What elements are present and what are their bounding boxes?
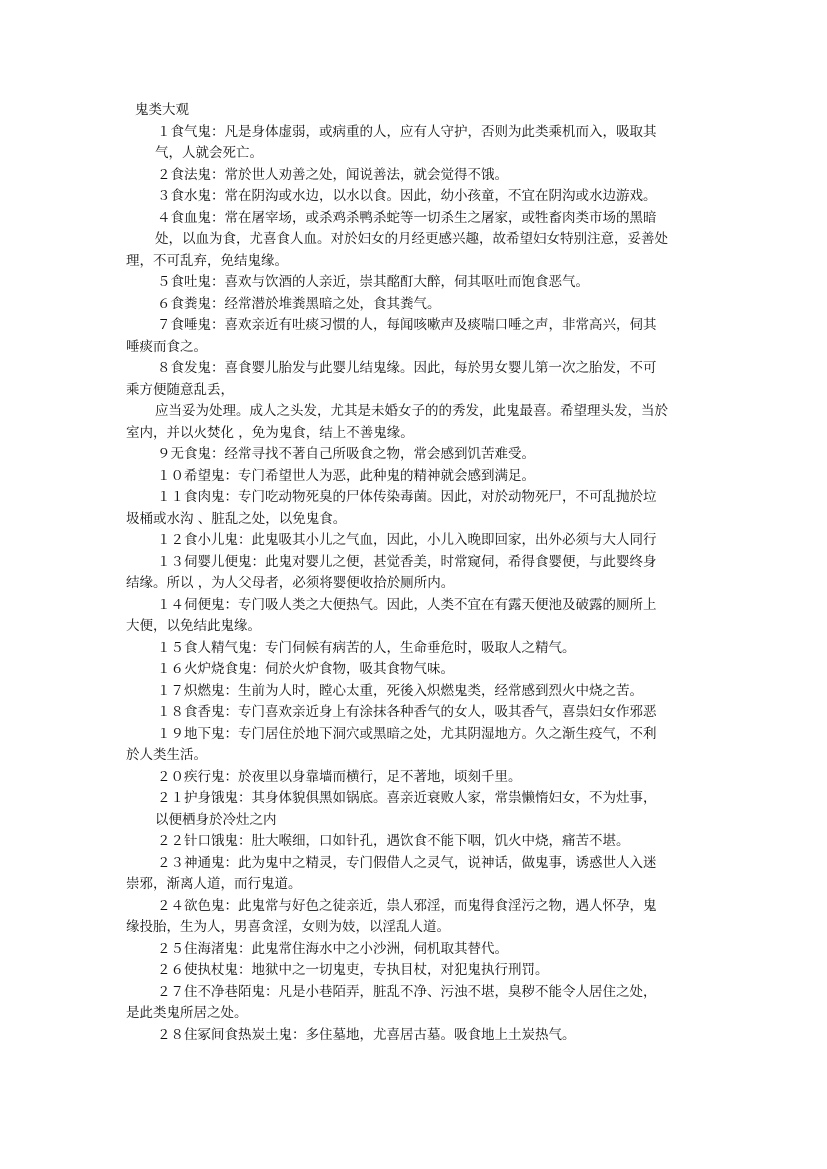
text-line: １食气鬼：凡是身体虚弱，或病重的人，应有人守护，否则为此类乘机而入，吸取其 bbox=[157, 124, 657, 140]
text-line: 缘投胎，生为人，男喜贪淫，女则为妓，以淫乱人道。 bbox=[126, 919, 450, 935]
text-line: １８食香鬼：专门喜欢亲近身上有涂抹各种香气的女人，吸其香气，喜祟妇女作邪恶 bbox=[157, 704, 657, 720]
text-line: 气，人就会死亡。 bbox=[155, 145, 263, 161]
text-line: 大便，以免结此鬼缘。 bbox=[126, 618, 261, 634]
text-line: ９无食鬼：经常寻找不著自己所吸食之物，常会感到饥苦难受。 bbox=[157, 446, 535, 462]
text-line: １３伺婴儿便鬼：此鬼对婴儿之便，甚觉香美，时常窥伺，希得食婴便，与此婴终身 bbox=[157, 554, 657, 570]
text-line: １２食小儿鬼：此鬼吸其小儿之气血，因此，小儿入晚即回家，出外必须与大人同行 bbox=[157, 532, 657, 548]
text-line: １４伺便鬼：专门吸人类之大便热气。因此，人类不宜在有露天便池及破露的厕所上 bbox=[157, 597, 657, 613]
text-line: 唾痰而食之。 bbox=[126, 339, 207, 355]
text-line: ５食吐鬼：喜欢与饮酒的人亲近，崇其酩酊大醉，伺其呕吐而饱食恶气。 bbox=[157, 274, 589, 290]
text-line: １６火炉烧食鬼：伺於火炉食物，吸其食物气味。 bbox=[157, 661, 454, 677]
text-line: ４食血鬼：常在屠宰场，或杀鸡杀鸭杀蛇等一切杀生之屠家，或牲畜肉类市场的黑暗 bbox=[157, 210, 657, 226]
text-line: ２５住海渚鬼：此鬼常住海水中之小沙洲，伺机取其替代。 bbox=[157, 941, 508, 957]
text-line: 圾桶或水沟 、脏乱之处，以免鬼食。 bbox=[126, 511, 347, 527]
text-line: ２０疾行鬼：於夜里以身靠墙而横行，足不著地，顷刻千里。 bbox=[157, 769, 522, 785]
text-line: ２３神通鬼：此为鬼中之精灵，专门假借人之灵气，说神话，做鬼事，诱惑世人入迷 bbox=[157, 855, 657, 871]
text-line: ３食水鬼：常在阴沟或水边，以水以食。因此，幼小孩童，不宜在阴沟或水边游戏。 bbox=[157, 188, 657, 204]
text-line: 是此类鬼所居之处。 bbox=[126, 1005, 248, 1021]
text-line: 室内，并以火焚化 ，免为鬼食，结上不善鬼缘。 bbox=[126, 425, 414, 441]
text-line: ２６使执杖鬼：地狱中之一切鬼吏，专执目杖，对犯鬼执行刑罚。 bbox=[157, 962, 549, 978]
text-line: ７食唾鬼：喜欢亲近有吐痰习惯的人，每闻咳嗽声及痰喘口唾之声，非常高兴，伺其 bbox=[157, 317, 657, 333]
text-line: 以便栖身於冷灶之内 bbox=[155, 812, 277, 828]
text-line: ２２针口饿鬼：肚大喉细，口如针孔，遇饮食不能下咽，饥火中烧，痛苦不堪。 bbox=[157, 833, 630, 849]
text-line: ２４欲色鬼：此鬼常与好色之徒亲近，祟人邪淫，而鬼得食淫污之物，遇人怀孕，鬼 bbox=[157, 898, 657, 914]
text-line: １１食肉鬼：专门吃动物死臭的尸体传染毒菌。因此，对於动物死尸，不可乱抛於垃 bbox=[157, 489, 657, 505]
text-line: ２１护身饿鬼：其身体貌俱黑如锅底。喜亲近衰败人家，常祟懒惰妇女，不为灶事， bbox=[157, 790, 657, 806]
text-line: 理，不可乱弃，免结鬼缘。 bbox=[126, 253, 288, 269]
text-line: ６食粪鬼：经常潜於堆粪黑暗之处，食其粪气。 bbox=[157, 296, 441, 312]
text-line: 乘方便随意乱丢， bbox=[126, 382, 234, 398]
text-line: １９地下鬼：专门居住於地下洞穴或黑暗之处，尤其阴湿地方。久之渐生疫气，不利 bbox=[157, 726, 657, 742]
document-title: 鬼类大观 bbox=[135, 102, 189, 118]
text-line: 应当妥为处理。成人之头发，尤其是未婚女子的的秀发，此鬼最喜。希望理头发，当於 bbox=[155, 403, 668, 419]
text-line: ２食法鬼：常於世人劝善之处，闻说善法，就会觉得不饿。 bbox=[157, 167, 508, 183]
text-line: １５食人精气鬼：专门伺候有病苦的人，生命垂危时，吸取人之精气。 bbox=[157, 640, 576, 656]
text-line: ２７住不净巷陌鬼：凡是小巷陌弄，脏乱不净、污浊不堪，臭秽不能令人居住之处， bbox=[157, 984, 657, 1000]
text-line: 处，以血为食，尤喜食人血。对於妇女的月经更感兴趣，故希望妇女特别注意，妥善处 bbox=[155, 231, 668, 247]
text-line: １０希望鬼：专门希望世人为恶，此种鬼的精神就会感到满足。 bbox=[157, 468, 535, 484]
text-line: ２８住冢间食热炭土鬼：多住墓地，尤喜居古墓。吸食地上土炭热气。 bbox=[157, 1027, 576, 1043]
text-line: １７炽燃鬼：生前为人时，瞠心太重，死後入炽燃鬼类，经常感到烈火中烧之苦。 bbox=[157, 683, 643, 699]
text-line: 结缘。所以 ，为人父母者，必须将婴便收拾於厕所内。 bbox=[126, 575, 455, 591]
text-line: ８食发鬼：喜食婴儿胎发与此婴儿结鬼缘。因此，每於男女婴儿第一次之胎发，不可 bbox=[157, 360, 657, 376]
text-line: 崇邪，渐离人道，而行鬼道。 bbox=[126, 876, 302, 892]
text-line: 於人类生活。 bbox=[126, 747, 207, 763]
